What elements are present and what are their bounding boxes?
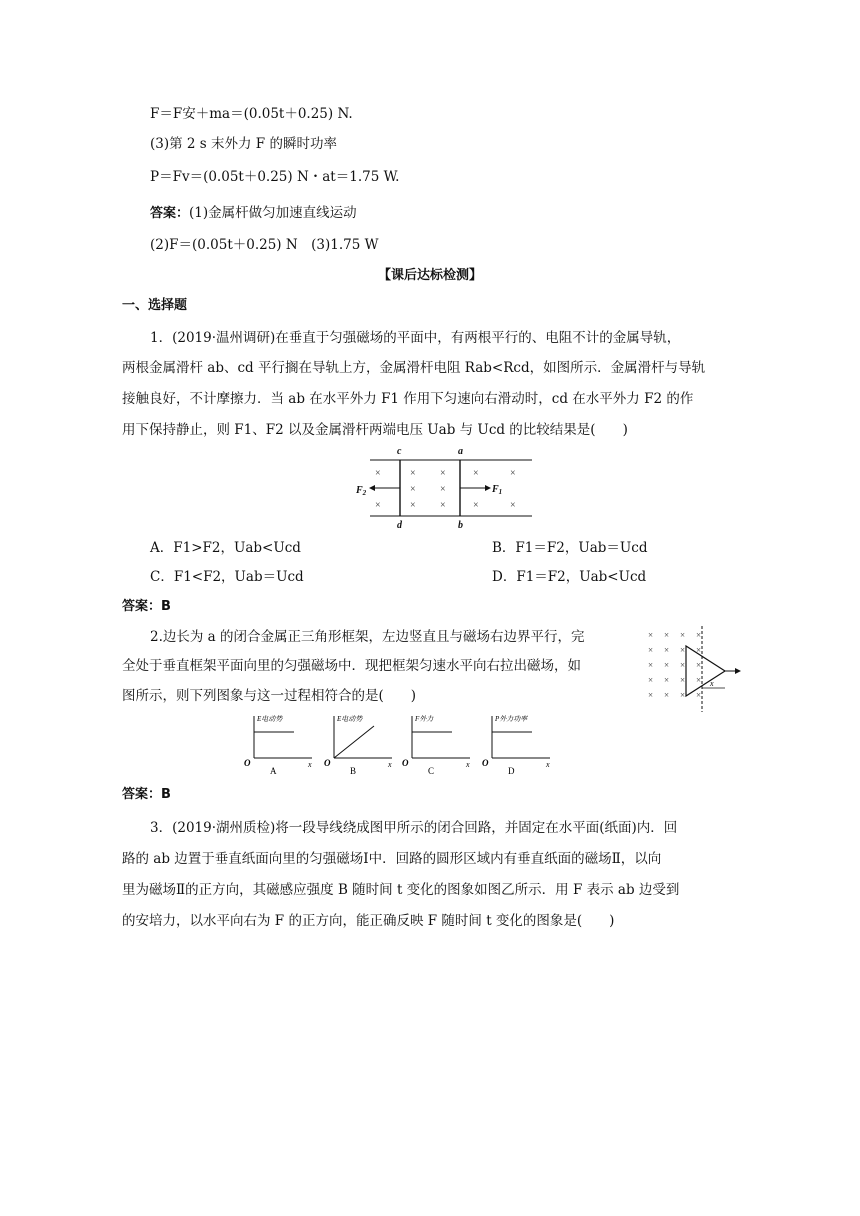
q1-option-a[interactable]: A．F1>F2，Uab<Ucd — [150, 540, 301, 556]
answer-line-2: (2)F＝(0.05t＋0.25) N (3)1.75 W — [150, 237, 379, 253]
x-axis-label: x — [546, 760, 550, 769]
q1-option-d[interactable]: D．F1＝F2，Uab<Ucd — [492, 569, 647, 585]
svg-text:×: × — [696, 630, 702, 640]
svg-text:×: × — [680, 645, 686, 655]
q1-line-2: 两根金属滑杆 ab、cd 平行搁在导轨上方，金属滑杆电阻 Rab<Rcd，如图所示．金属滑杆与导轨 — [122, 360, 706, 376]
y-axis-label: P外力功率 — [495, 715, 528, 723]
solution-line-1: F＝F安＋ma＝(0.05t＋0.25) N. — [150, 106, 353, 122]
svg-text:×: × — [664, 690, 670, 700]
graph-tag: C — [428, 766, 435, 776]
field-crosses — [648, 630, 701, 700]
svg-text:×: × — [664, 675, 670, 685]
section-title: 【课后达标检测】 — [377, 268, 482, 283]
x-label: x — [710, 679, 714, 688]
svg-text:×: × — [473, 468, 479, 479]
q2-line-2: 全处于垂直框架平面向里的匀强磁场中．现把框架匀速水平向右拉出磁场，如 — [122, 658, 581, 674]
origin-label: O — [402, 758, 409, 768]
svg-text:×: × — [680, 660, 686, 670]
answer-text-1: (1)金属杆做匀加速直线运动 — [189, 205, 357, 221]
svg-text:×: × — [664, 645, 670, 655]
graph-tag: D — [508, 766, 515, 776]
svg-text:×: × — [510, 500, 516, 511]
q1-line-1: 1．(2019·温州调研)在垂直于匀强磁场的平面中，有两根平行的、电阻不计的金属导轨， — [150, 330, 681, 346]
graph-curve — [334, 726, 374, 758]
q2-graph-c[interactable] — [398, 712, 476, 776]
q1-option-b[interactable]: B．F1＝F2，Uab＝Ucd — [492, 540, 648, 556]
q1-option-c[interactable]: C．F1<F2，Uab＝Ucd — [150, 569, 304, 585]
svg-text:×: × — [375, 500, 381, 511]
svg-text:×: × — [680, 630, 686, 640]
q3-line-4: 的安培力，以水平向右为 F 的正方向，能正确反映 F 随时间 t 变化的图象是( ) — [122, 913, 615, 929]
origin-label: O — [482, 758, 489, 768]
answer-line-1 — [150, 203, 357, 224]
q2-line-3: 图所示，则下列图象与这一过程相符合的是( ) — [122, 688, 417, 704]
svg-text:×: × — [648, 630, 654, 640]
triangle-frame — [686, 646, 725, 696]
svg-text:×: × — [410, 468, 416, 479]
solution-line-3: P＝Fv＝(0.05t＋0.25) N・at＝1.75 W. — [150, 169, 400, 185]
svg-text:×: × — [410, 484, 416, 495]
svg-text:×: × — [473, 500, 479, 511]
svg-text:×: × — [696, 645, 702, 655]
solution-line-2: (3)第 2 s 末外力 F 的瞬时功率 — [150, 136, 337, 152]
q2-graph-a[interactable] — [240, 712, 318, 776]
answer-label: 答案： — [150, 206, 190, 221]
q1-rails-figure — [340, 444, 540, 530]
svg-text:×: × — [696, 675, 702, 685]
graph-tag: B — [350, 766, 357, 776]
svg-text:×: × — [664, 660, 670, 670]
svg-text:×: × — [648, 690, 654, 700]
q2-graph-d[interactable] — [478, 712, 556, 776]
svg-text:×: × — [680, 675, 686, 685]
q1-answer: 答案：B — [122, 599, 171, 614]
svg-text:×: × — [375, 468, 381, 479]
svg-text:×: × — [440, 484, 446, 495]
q2-graph-b[interactable] — [320, 712, 398, 776]
svg-text:×: × — [648, 645, 654, 655]
y-axis-label: E电动势 — [257, 715, 283, 723]
svg-text:×: × — [696, 690, 702, 700]
svg-text:×: × — [510, 468, 516, 479]
q3-line-2: 路的 ab 边置于垂直纸面向里的匀强磁场Ⅰ中．回路的圆形区域内有垂直纸面的磁场Ⅱ，以向 — [122, 851, 662, 867]
q2-line-1: 2.边长为 a 的闭合金属正三角形框架，左边竖直且与磁场右边界平行，完 — [150, 629, 585, 645]
svg-text:×: × — [696, 660, 702, 670]
q3-line-3: 里为磁场Ⅱ的正方向，其磁感应强度 B 随时间 t 变化的图象如图乙所示．用 F 表示 ab 边受到 — [122, 882, 680, 898]
label-f1: $F_1$ — [492, 484, 503, 496]
y-axis-label: F外力 — [415, 715, 434, 723]
label-a: a — [458, 446, 463, 457]
svg-text:×: × — [410, 500, 416, 511]
label-b: b — [458, 520, 463, 530]
q1-line-3: 接触良好，不计摩擦力．当 ab 在水平外力 F1 作用下匀速向右滑动时，cd 在水平外力 F2 的作 — [122, 391, 694, 407]
label-c: c — [397, 446, 402, 457]
svg-text:×: × — [648, 675, 654, 685]
svg-text:×: × — [648, 660, 654, 670]
q2-triangle-figure — [640, 624, 750, 716]
label-d: d — [397, 520, 402, 530]
x-axis-label: x — [308, 760, 312, 769]
svg-text:×: × — [664, 630, 670, 640]
origin-label: O — [244, 758, 251, 768]
graph-tag: A — [270, 766, 277, 776]
q2-answer: 答案：B — [122, 787, 171, 802]
x-axis-label: x — [466, 760, 470, 769]
label-f2: $F_2$ — [356, 485, 367, 497]
part-title: 一、选择题 — [122, 298, 188, 313]
svg-text:×: × — [440, 500, 446, 511]
origin-label: O — [324, 758, 331, 768]
svg-text:×: × — [680, 690, 686, 700]
y-axis-label: E电动势 — [337, 715, 363, 723]
x-axis-label: x — [388, 760, 392, 769]
q3-line-1: 3．(2019·湖州质检)将一段导线绕成图甲所示的闭合回路，并固定在水平面(纸面)内．回 — [150, 820, 678, 836]
q1-line-4: 用下保持静止，则 F1、F2 以及金属滑杆两端电压 Uab 与 Ucd 的比较结果是( ) — [122, 422, 628, 438]
svg-text:×: × — [440, 468, 446, 479]
